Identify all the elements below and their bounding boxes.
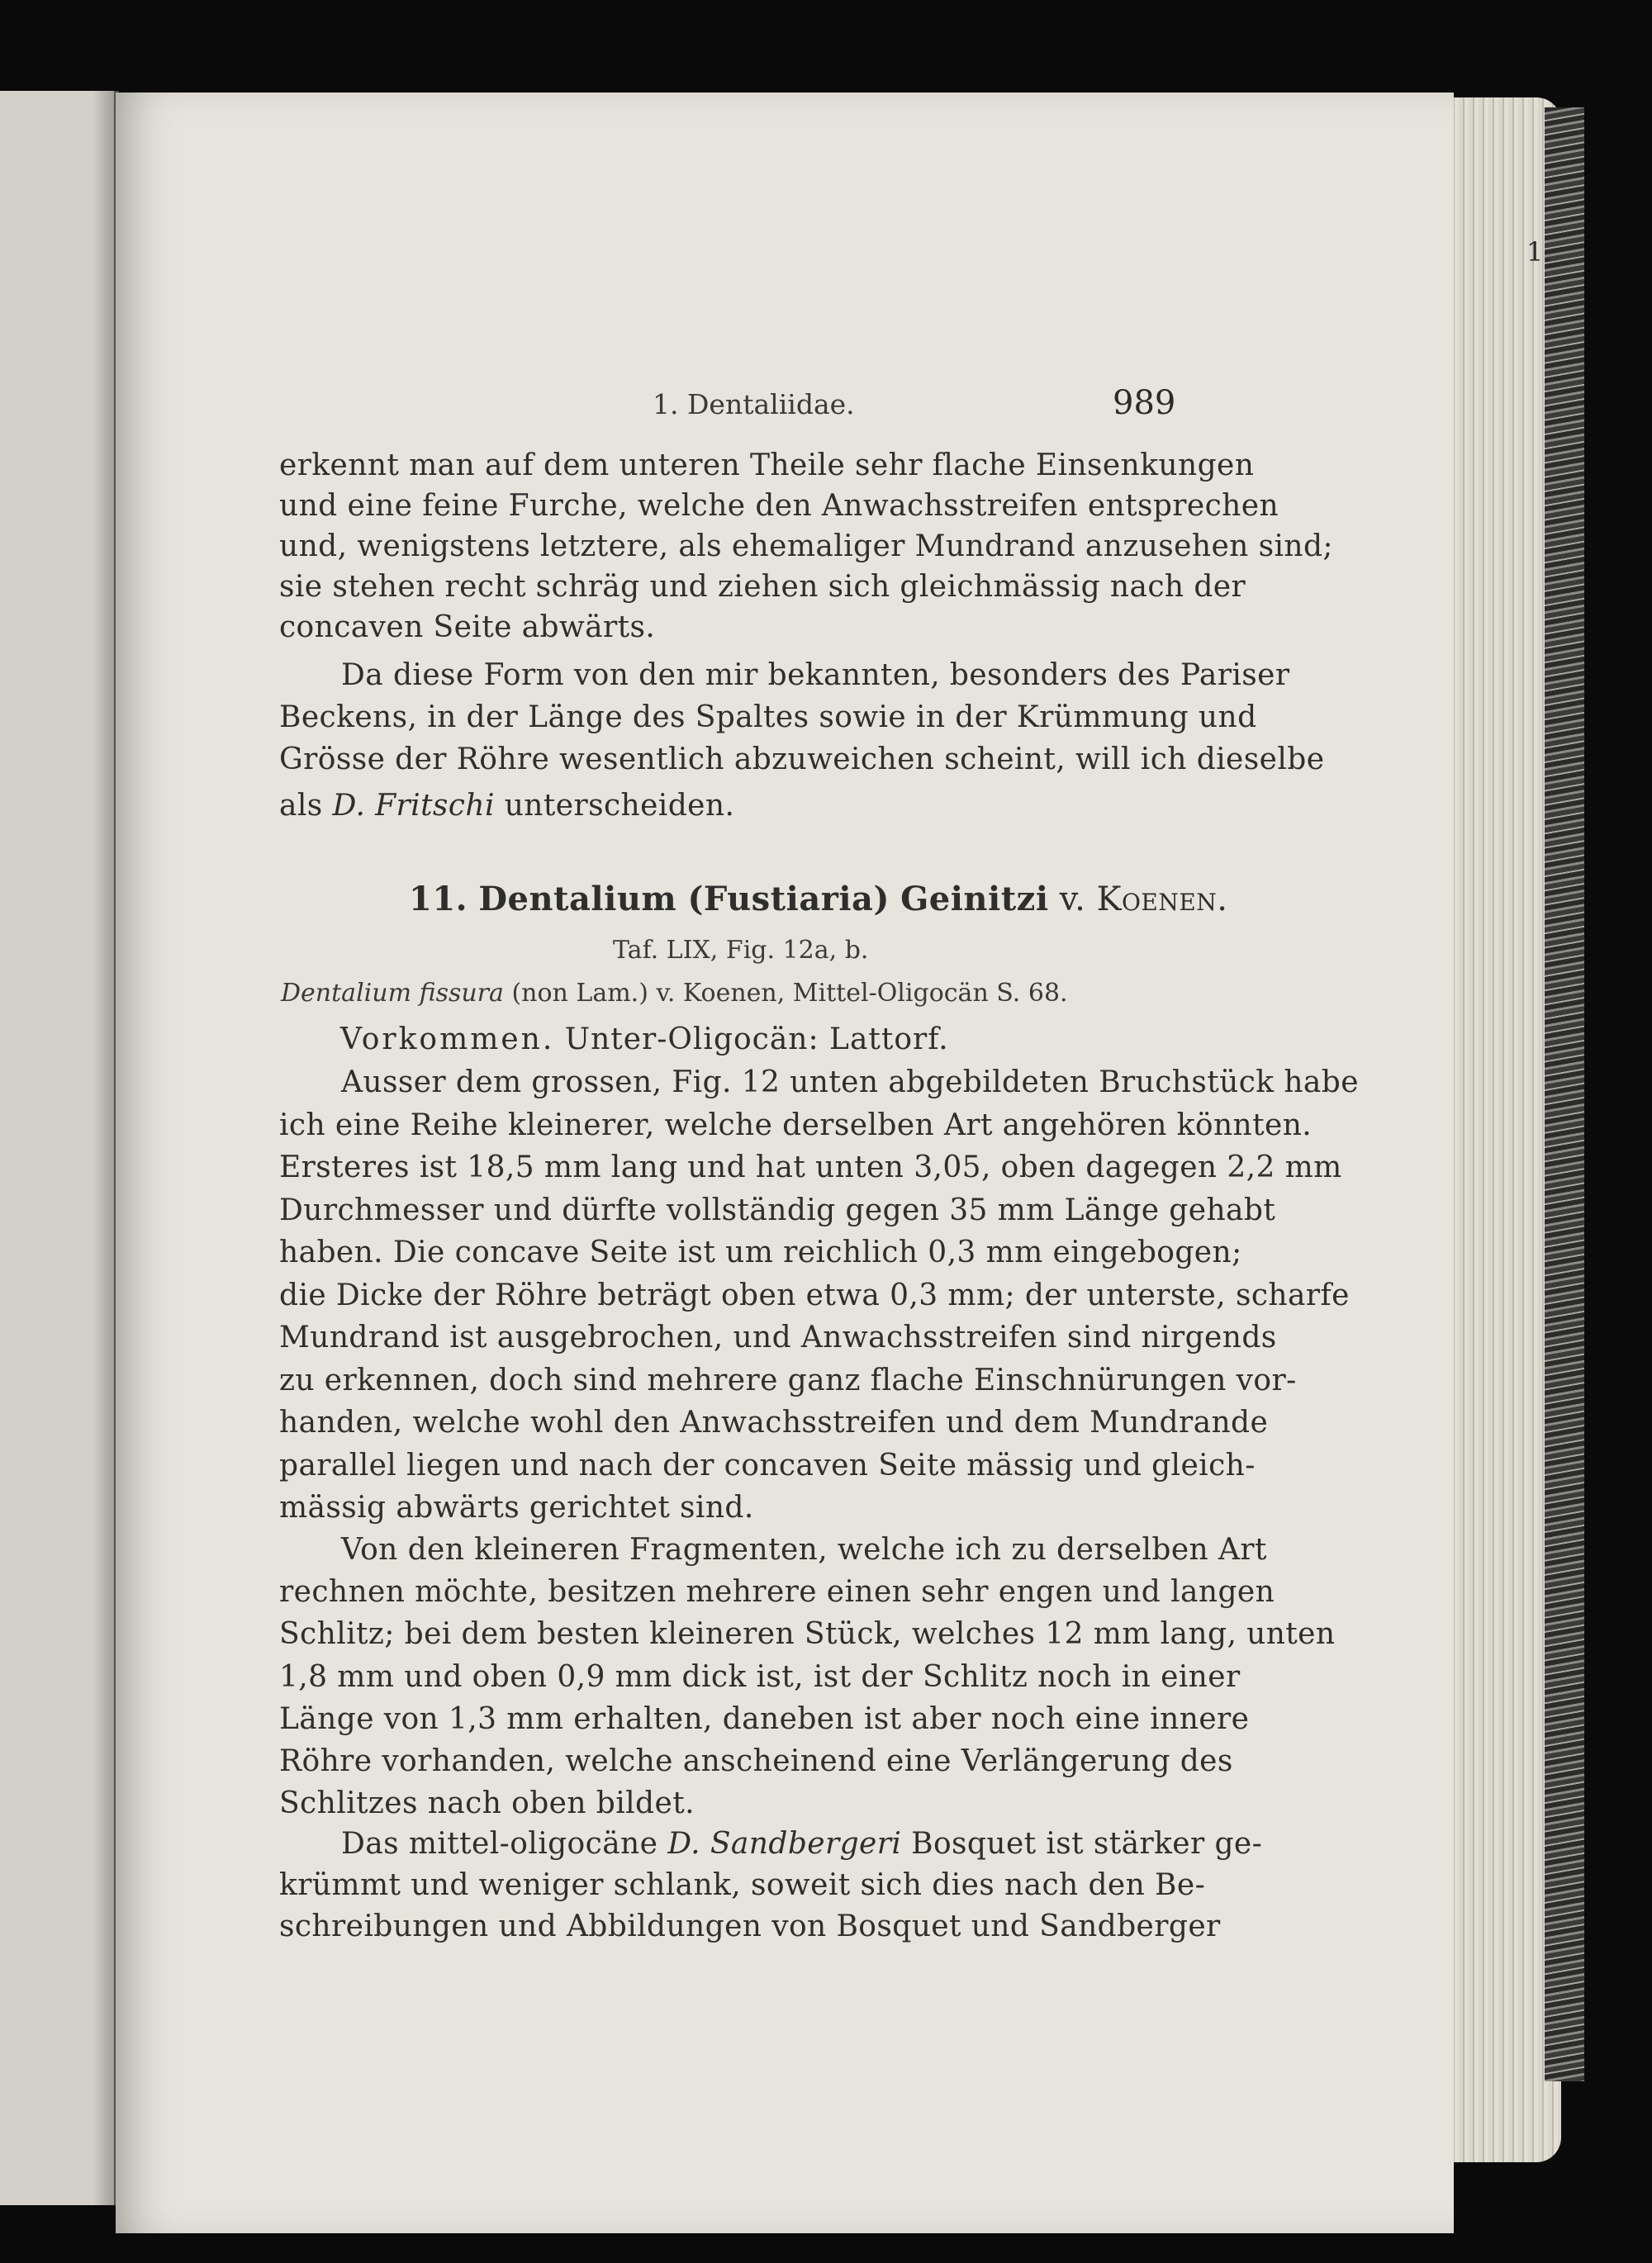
text-line: sie stehen recht schräg und ziehen sich gleichmässig nach der — [279, 570, 1246, 604]
text-line: handen, welche wohl den Anwachsstreifen und dem Mundrande — [279, 1406, 1269, 1440]
running-header: 1. Dentaliidae. — [653, 388, 855, 420]
text-line: die Dicke der Röhre beträgt oben etwa 0,3 mm; der unterste, scharfe — [279, 1278, 1350, 1312]
text-line: 1,8 mm und oben 0,9 mm dick ist, ist der Schlitz noch in einer — [279, 1659, 1241, 1694]
text-line: erkennt man auf dem unteren Theile sehr flache Einsenkungen — [279, 448, 1255, 482]
text-line: und eine feine Furche, welche den Anwachsstreifen entsprechen — [279, 489, 1279, 523]
genus-name: Dentalium — [478, 880, 677, 918]
occurrence-line — [340, 1022, 949, 1056]
subgenus-name: (Fustiaria) — [687, 880, 890, 918]
synonym-line — [281, 979, 1068, 1008]
text-line — [279, 1868, 1206, 1902]
margin-mark: 1. — [1526, 236, 1552, 268]
text-line: Durchmesser und dürfte vollständig gegen 35 mm Länge gehabt — [279, 1193, 1276, 1227]
text-line: Beckens, in der Länge des Spaltes sowie in der Krümmung und — [279, 700, 1257, 734]
text-line: Grösse der Röhre wesentlich abzuweichen scheint, will ich dieselbe — [279, 742, 1325, 776]
occurrence-value: Unter-Oligocän: Lattorf. — [564, 1022, 949, 1056]
text-line: Von den kleineren Fragmenten, welche ich zu derselben Art — [341, 1533, 1267, 1567]
text-run: Bosquet ist stärker ge- — [901, 1827, 1263, 1861]
book-cover-edge — [1545, 107, 1584, 2081]
text-line — [279, 1910, 1221, 1943]
text-line: ich eine Reihe kleinerer, welche derselben Art angehören könnten. — [279, 1108, 1313, 1142]
author-name: Koenen. — [1096, 880, 1228, 918]
page-number: 989 — [1113, 384, 1176, 422]
text-line: Mundrand ist ausgebrochen, und Anwachsstreifen sind nirgends — [279, 1321, 1277, 1354]
text-line: Schlitzes nach oben bildet. — [279, 1786, 695, 1821]
text-line: Röhre vorhanden, welche anscheinend eine Verlängerung des — [279, 1744, 1233, 1778]
text-line: Ersteres ist 18,5 mm lang und hat unten 3,05, oben dagegen 2,2 mm — [279, 1150, 1342, 1184]
synonym-reference: (non Lam.) v. Koenen, Mittel-Oligocän S. 68. — [511, 979, 1068, 1008]
plate-reference: Taf. LIX, Fig. 12a, b. — [613, 936, 869, 965]
text-line: Ausser dem grossen, Fig. 12 unten abgebildeten Bruchstück habe — [341, 1065, 1359, 1099]
text-run: schreibungen und Abbildungen von Bosquet und Sandberger — [279, 1910, 1221, 1943]
text-line: mässig abwärts gerichtet sind. — [279, 1491, 754, 1525]
text-line: Schlitz; bei dem besten kleineren Stück, welches 12 mm lang, unten — [279, 1617, 1336, 1652]
text-run: krümmt und weniger schlank, soweit sich dies nach den Be- — [279, 1868, 1206, 1902]
text-run: als — [279, 789, 333, 823]
occurrence-label: Vorkommen. — [340, 1022, 555, 1056]
species-name: D. Sandbergeri — [667, 1827, 902, 1861]
text-line: rechnen möchte, besitzen mehrere einen sehr engen und langen — [279, 1575, 1275, 1610]
text-line: und, wenigstens letztere, als ehemaliger Mundrand anzusehen sind; — [279, 529, 1333, 563]
text-line: parallel liegen und nach der concaven Seite mässig und gleich- — [279, 1448, 1256, 1483]
synonym-name: Dentalium fissura — [281, 979, 504, 1008]
text-run: Das mittel-oligocäne — [341, 1827, 668, 1861]
species-name: D. Fritschi — [332, 789, 495, 823]
text-line: Da diese Form von den mir bekannten, besonders des Pariser — [341, 658, 1290, 692]
text-line: concaven Seite abwärts. — [279, 610, 656, 644]
text-line: zu erkennen, doch sind mehrere ganz flache Einschnürungen vor- — [279, 1363, 1297, 1397]
paragraph-2-last-line — [279, 789, 734, 823]
text-line: Länge von 1,3 mm erhalten, daneben ist aber noch eine innere — [279, 1701, 1250, 1736]
text-run: unterscheiden. — [494, 789, 735, 823]
text-line: haben. Die concave Seite ist um reichlich 0,3 mm eingebogen; — [279, 1236, 1242, 1269]
author-prefix: v. — [1059, 880, 1086, 918]
species-heading — [409, 880, 1228, 918]
species-epithet: Geinitzi — [900, 880, 1049, 918]
species-number: 11. — [409, 880, 468, 918]
text-line — [341, 1827, 1263, 1861]
